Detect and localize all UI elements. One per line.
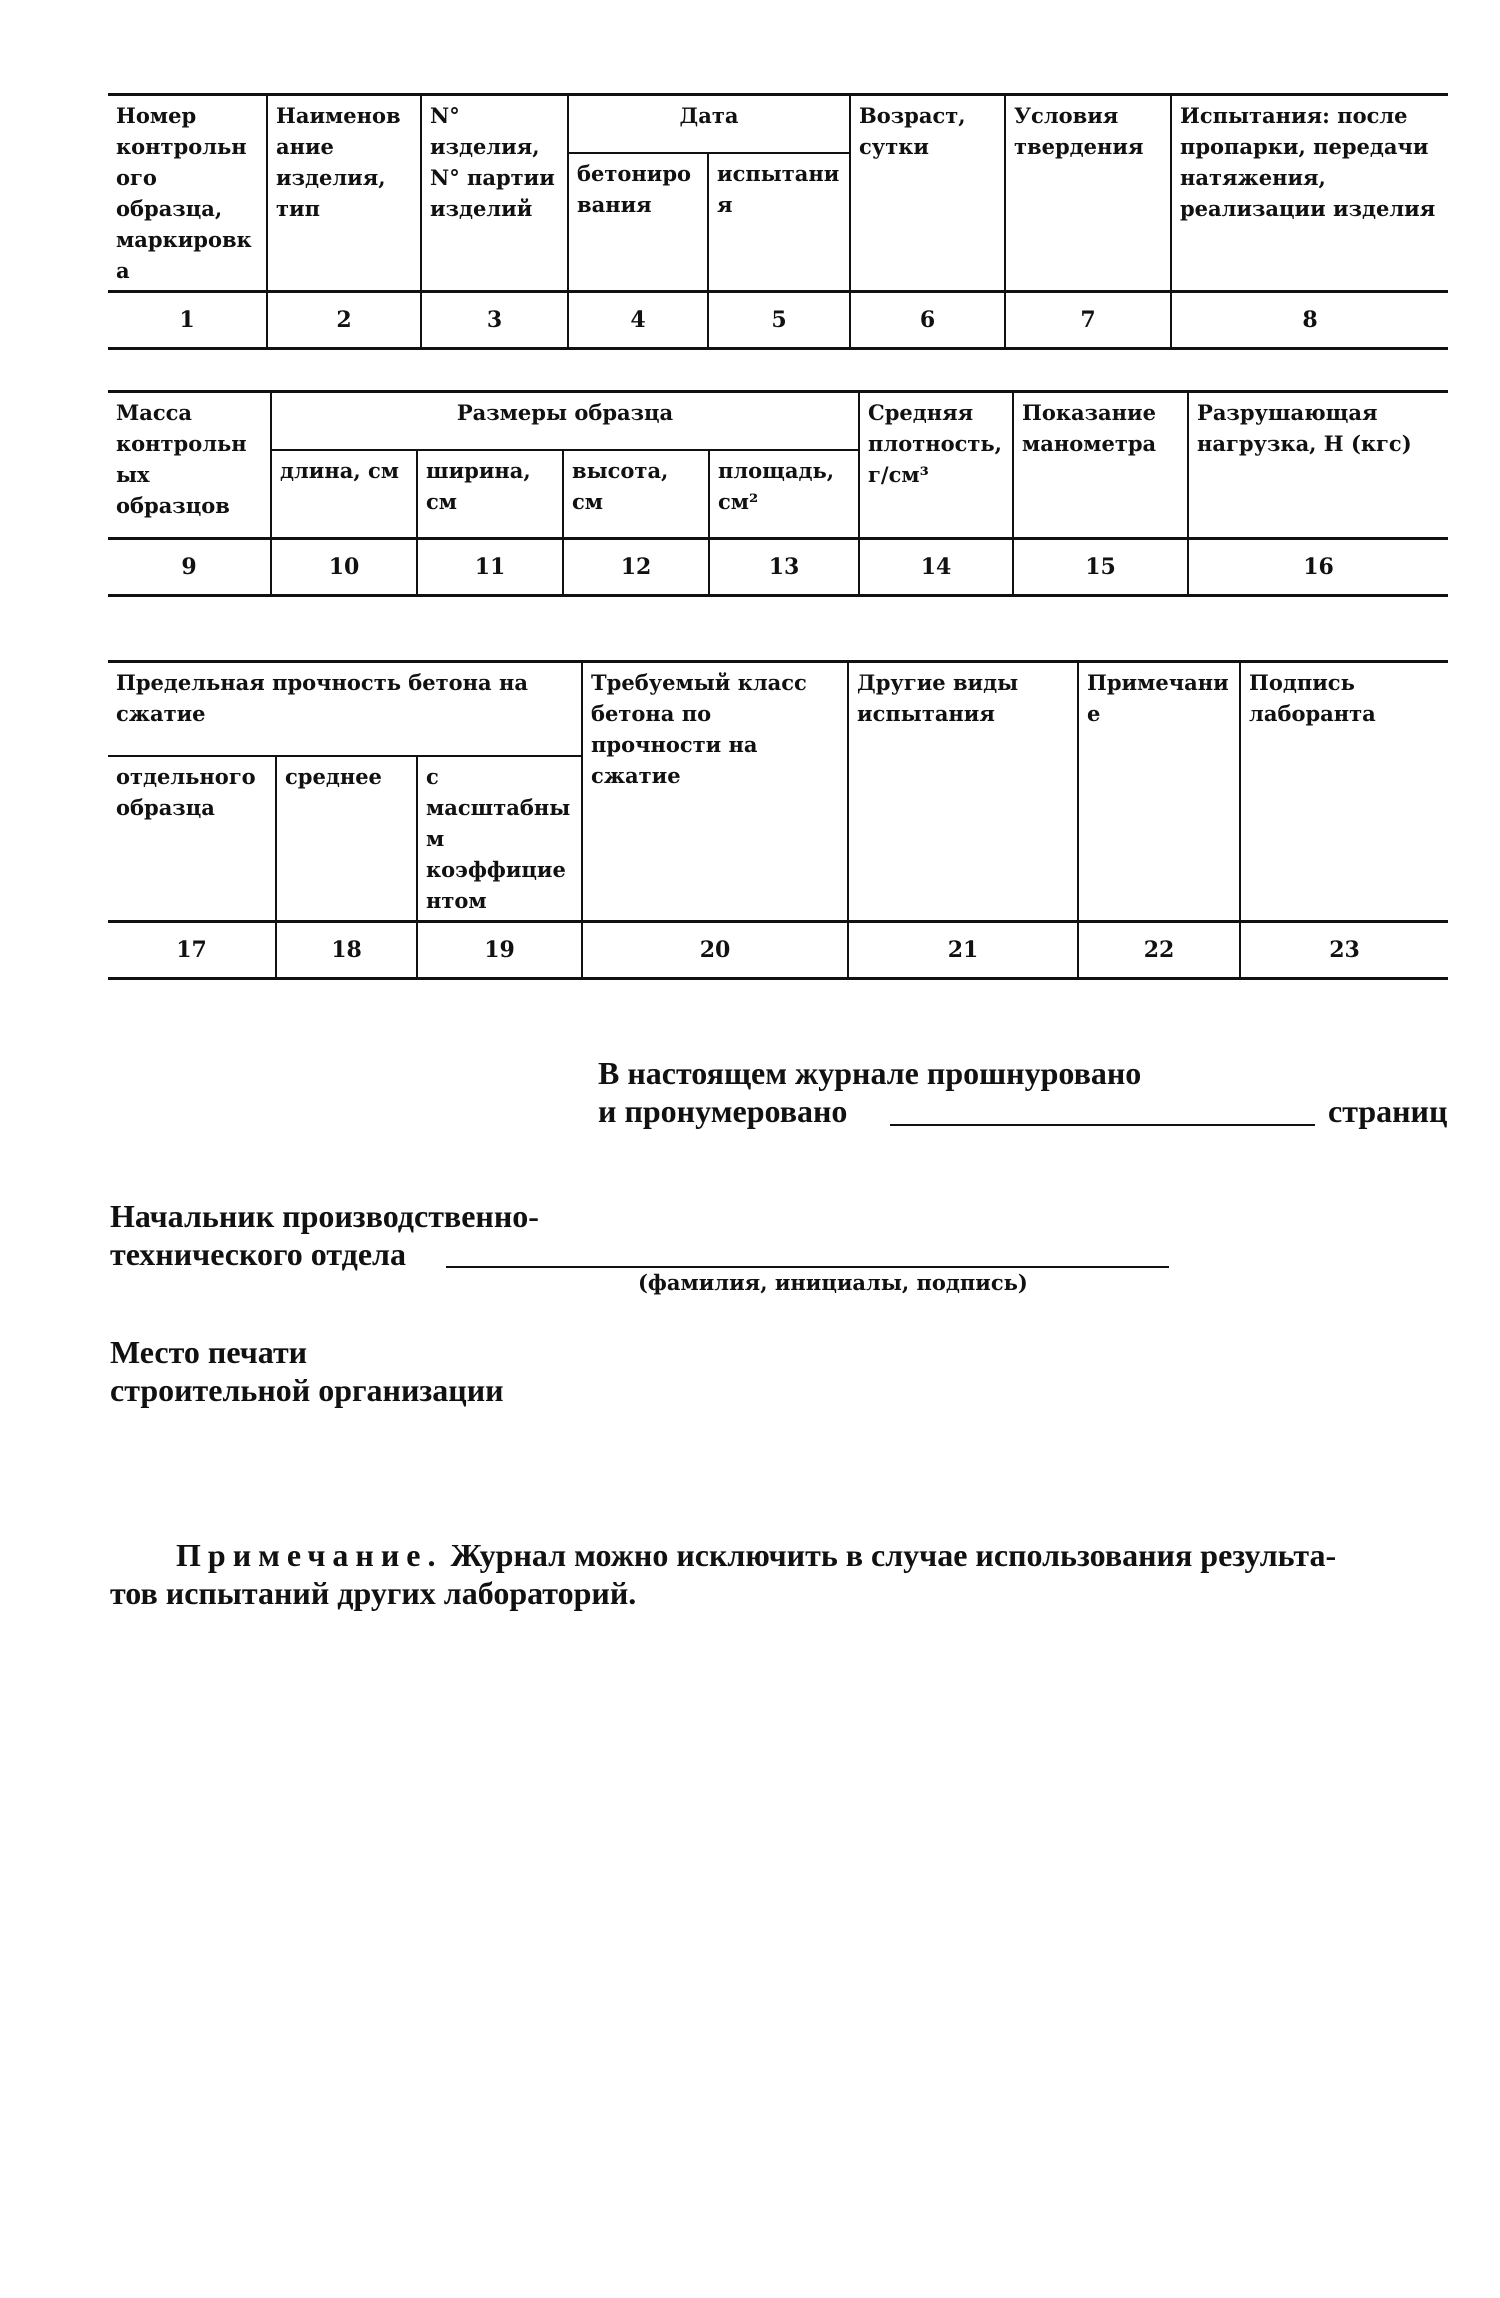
column-number-12: 12 [563, 539, 709, 596]
header-length: длина, см [271, 450, 417, 539]
header-lab-assistant-signature: Подпись лаборанта [1240, 662, 1448, 922]
column-number-9: 9 [108, 539, 271, 596]
column-number-11: 11 [417, 539, 563, 596]
header-ultimate-strength-group: Предельная прочность бетона на сжатие [108, 662, 582, 757]
column-number-2: 2 [267, 292, 421, 349]
column-number-18: 18 [276, 922, 417, 979]
header-area: площадь, см² [709, 450, 859, 539]
header-date-group: Дата [568, 95, 850, 154]
header-product-name: Наименование изделия, тип [267, 95, 421, 292]
header-breaking-load: Разрушающая нагрузка, Н (кгс) [1188, 392, 1448, 539]
column-number-10: 10 [271, 539, 417, 596]
seal-line-2: строительной организации [110, 1372, 504, 1408]
column-number-13: 13 [709, 539, 859, 596]
column-number-20: 20 [582, 922, 848, 979]
header-sample-dimensions-group: Размеры образца [271, 392, 859, 451]
header-required-concrete-class: Требуемый класс бетона по прочности на сжатие [582, 662, 848, 922]
column-number-21: 21 [848, 922, 1078, 979]
column-number-3: 3 [421, 292, 568, 349]
header-average: среднее [276, 756, 417, 922]
column-number-22: 22 [1078, 922, 1240, 979]
header-other-tests: Другие виды испытания [848, 662, 1078, 922]
header-remark: Примечание [1078, 662, 1240, 922]
note-line-1 [176, 1537, 1336, 1573]
journal-statement-line-2: и пронумеровано [598, 1093, 848, 1129]
column-number-1: 1 [108, 292, 267, 349]
column-number-8: 8 [1171, 292, 1448, 349]
header-hardening-conditions: Условия твердения [1005, 95, 1171, 292]
header-manometer-reading: Показание манометра [1013, 392, 1188, 539]
column-number-23: 23 [1240, 922, 1448, 979]
header-product-batch-number: N° изделия, N° партии изделий [421, 95, 568, 292]
header-height: высота, см [563, 450, 709, 539]
header-sample-number: Номер контрольного образца, маркировка [108, 95, 267, 292]
header-age-days: Возраст, сутки [850, 95, 1005, 292]
journal-table-2 [108, 390, 1448, 597]
column-number-16: 16 [1188, 539, 1448, 596]
note-text-1: Журнал можно исключить в случае использования результа- [450, 1537, 1337, 1573]
header-scale-factor: с масштабным коэффициентом [417, 756, 582, 922]
note-label: Примечание. [176, 1537, 443, 1573]
header-tests-after: Испытания: после пропарки, передачи натяжения, реализации изделия [1171, 95, 1448, 292]
header-concreting-date: бетонирования [568, 153, 708, 292]
column-number-19: 19 [417, 922, 582, 979]
pages-word: страниц [1328, 1093, 1448, 1129]
chief-title-line-2: технического отдела [110, 1236, 406, 1272]
chief-signature-line [446, 1266, 1169, 1268]
header-individual-sample: отдельного образца [108, 756, 276, 922]
journal-table-3 [108, 660, 1448, 980]
column-number-6: 6 [850, 292, 1005, 349]
header-sample-mass: Масса контрольных образцов [108, 392, 271, 539]
header-width: ширина, см [417, 450, 563, 539]
pages-count-line [890, 1124, 1315, 1126]
column-number-5: 5 [708, 292, 850, 349]
chief-title-line-1: Начальник производственно- [110, 1198, 539, 1234]
signature-caption: (фамилия, инициалы, подпись) [638, 1270, 1028, 1295]
seal-line-1: Место печати [110, 1334, 308, 1370]
column-number-7: 7 [1005, 292, 1171, 349]
header-average-density: Средняя плотность, г/см³ [859, 392, 1013, 539]
column-number-15: 15 [1013, 539, 1188, 596]
journal-table-1 [108, 93, 1448, 350]
column-number-17: 17 [108, 922, 276, 979]
column-number-4: 4 [568, 292, 708, 349]
column-number-14: 14 [859, 539, 1013, 596]
journal-statement-line-1: В настоящем журнале прошнуровано [598, 1055, 1142, 1091]
note-line-2: тов испытаний других лабораторий. [110, 1575, 637, 1611]
header-testing-date: испытания [708, 153, 850, 292]
